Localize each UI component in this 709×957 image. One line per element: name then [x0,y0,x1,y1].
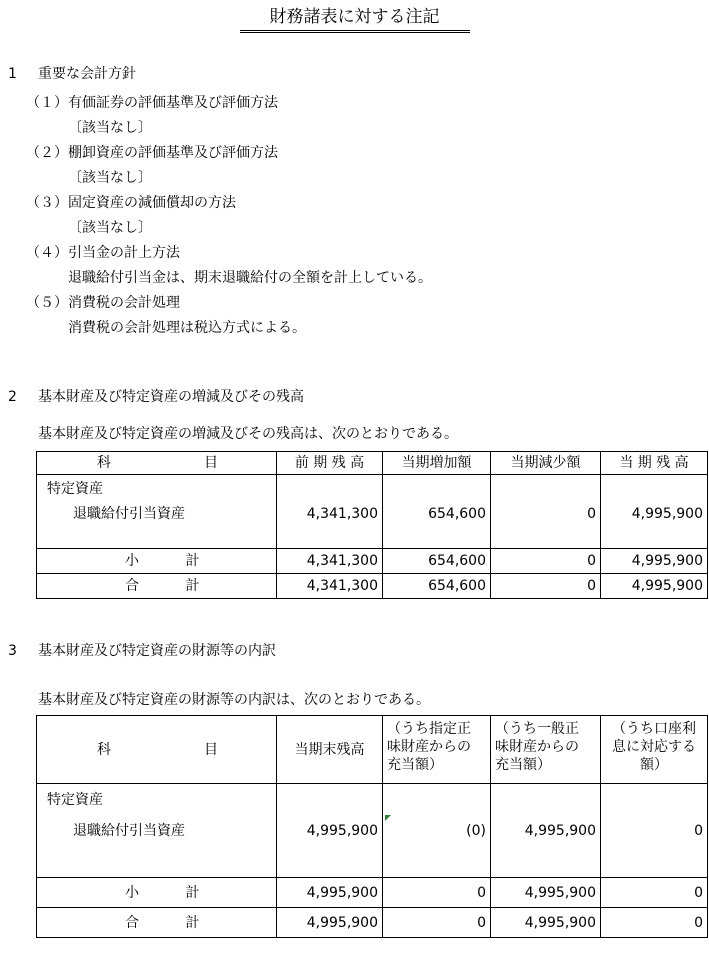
balance-total-current: 4,995,900 [601,574,708,599]
balance-subtotal-label [37,549,277,574]
balance-row-label: 退職給付引当資産 [73,506,185,522]
balance-subtotal-label-a: 小 [125,553,139,569]
balance-total-row [37,574,708,599]
funding-row-interest: 0 [601,784,708,878]
table-row [37,475,708,549]
balance-row-current: 4,995,900 [601,475,708,549]
policy-1-number: （１） [26,95,68,111]
policy-2-label: 棚卸資産の評価基準及び評価方法 [68,145,278,161]
funding-total-general: 4,995,900 [491,908,601,938]
balance-subtotal-row [37,549,708,574]
funding-subtotal-label-b: 計 [185,884,200,901]
balance-subtotal-prior: 4,341,300 [277,549,383,574]
balance-header-row [37,452,708,475]
funding-total-label-b: 計 [185,914,200,931]
funding-header-general-line3: 充当額） [495,757,551,773]
policy-5-detail: 消費税の会計処理は税込方式による。 [68,320,306,336]
funding-row-designated: (0) [383,784,491,878]
funding-header-designated-line1: （うち指定正 [387,721,471,737]
balance-header-current: 当 期 残 高 [601,452,708,475]
funding-subtotal-row [37,878,708,908]
funding-total-row [37,908,708,938]
funding-row-general: 4,995,900 [491,784,601,878]
balance-total-prior: 4,341,300 [277,574,383,599]
funding-total-label-a: 合 [125,914,139,931]
section3-heading: 基本財産及び特定資産の財源等の内訳 [38,643,276,659]
table-row [37,784,708,878]
balance-subtotal-decrease: 0 [491,549,601,574]
balance-header-subject-b: 目 [204,455,218,471]
policy-2-number: （２） [26,145,68,161]
funding-subtotal-general: 4,995,900 [491,878,601,908]
funding-total-interest: 0 [601,908,708,938]
section2-intro: 基本財産及び特定資産の増減及びその残高は、次のとおりである。 [38,426,458,442]
funding-header-interest [601,716,708,784]
funding-subtotal-interest: 0 [601,878,708,908]
section1-heading: 重要な会計方針 [38,66,136,82]
policy-5-number: （５） [26,295,68,311]
funding-subtotal-designated: 0 [383,878,491,908]
funding-header-interest-line3: 額） [640,757,668,773]
balance-header-subject [37,452,277,475]
balance-header-decrease: 当期減少額 [491,452,601,475]
balance-row-increase: 654,600 [383,475,491,549]
balance-total-label-b: 計 [185,578,200,594]
funding-header-interest-line1: （うち口座利 [612,721,696,737]
funding-header-row [37,716,708,784]
policy-4-label: 引当金の計上方法 [68,245,180,261]
policy-5-label: 消費税の会計処理 [68,295,180,311]
funding-header-interest-line2: 息に対応する [612,739,696,755]
policy-3-detail: 〔該当なし〕 [68,220,152,236]
balance-total-label [37,574,277,599]
balance-row-prior: 4,341,300 [277,475,383,549]
section3-number: 3 [8,643,17,659]
funding-table [36,715,708,938]
cell-comment-marker [385,815,391,821]
funding-subtotal-label-a: 小 [125,884,139,901]
balance-subtotal-current: 4,995,900 [601,549,708,574]
funding-total-balance: 4,995,900 [277,908,383,938]
policy-3-label: 固定資産の減価償却の方法 [68,195,236,211]
funding-total-label [37,908,277,938]
funding-header-designated-line2: 味財産からの [387,739,471,755]
funding-header-general [491,716,601,784]
balance-total-decrease: 0 [491,574,601,599]
funding-header-general-line1: （うち一般正 [495,721,579,737]
page-title-text: 財務諸表に対する注記 [240,8,470,33]
policy-1-label: 有価証券の評価基準及び評価方法 [68,95,278,111]
policy-3-number: （３） [26,195,68,211]
balance-header-prior: 前 期 残 高 [277,452,383,475]
page-title [0,8,709,33]
funding-header-subject-b: 目 [204,741,218,758]
funding-header-designated-line3: 充当額） [387,757,443,773]
balance-header-subject-a: 科 [97,455,111,471]
policy-2-detail: 〔該当なし〕 [68,170,152,186]
policy-1-detail: 〔該当なし〕 [68,120,152,136]
section3-intro: 基本財産及び特定資産の財源等の内訳は、次のとおりである。 [38,692,430,708]
funding-header-general-line2: 味財産からの [495,739,579,755]
balance-subtotal-increase: 654,600 [383,549,491,574]
funding-total-designated: 0 [383,908,491,938]
policy-4-number: （４） [26,245,68,261]
balance-subtotal-label-b: 計 [185,553,200,569]
balance-category: 特定資産 [47,481,103,497]
funding-header-designated [383,716,491,784]
funding-header-subject [37,716,277,784]
funding-category: 特定資産 [47,792,103,808]
funding-subtotal-label [37,878,277,908]
funding-row-label: 退職給付引当資産 [73,823,185,839]
section2-number: 2 [8,389,17,405]
balance-total-increase: 654,600 [383,574,491,599]
funding-row-subject [37,784,277,878]
funding-header-balance: 当期末残高 [277,716,383,784]
section1-number: 1 [8,66,17,82]
balance-header-increase: 当期増加額 [383,452,491,475]
balance-row-decrease: 0 [491,475,601,549]
section2-heading: 基本財産及び特定資産の増減及びその残高 [38,389,304,405]
funding-subtotal-balance: 4,995,900 [277,878,383,908]
balance-total-label-a: 合 [125,578,139,594]
balance-row-subject [37,475,277,549]
funding-row-balance: 4,995,900 [277,784,383,878]
policy-4-detail: 退職給付引当金は、期末退職給付の全額を計上している。 [68,270,432,286]
funding-header-subject-a: 科 [97,741,111,758]
balance-table [36,451,708,599]
